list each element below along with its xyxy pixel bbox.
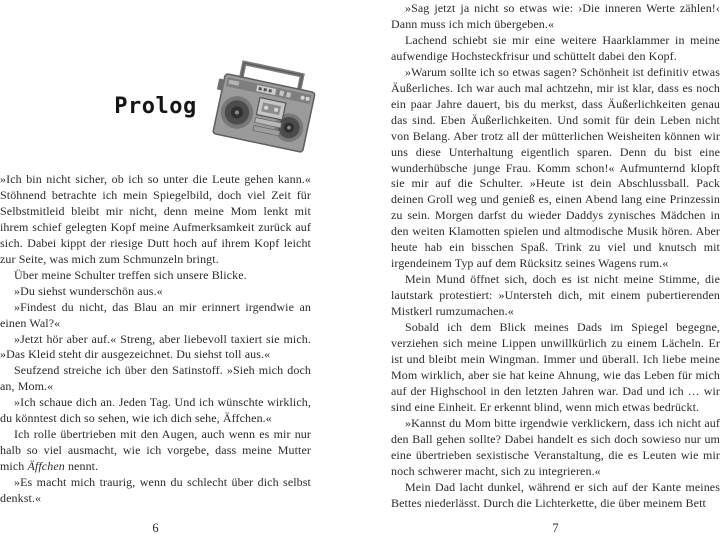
body-text: »Ich bin nicht sicher, ob ich so unter die Leute gehen kann.« Stöhnend betrachte ich mein Spiegelbild, doch viel Zeit für Selbstmitleid bleibt mir nicht, denn meine Mom lenkt mit ihrem schief gelegten Kopf meine Aufmerksamkeit zurück auf sich. Dabei kippt der riesige Dutt hoch auf ihrem Kopf leicht zur Seite, was mich zum Schmunzeln bringt. bbox=[0, 172, 311, 266]
body-text: »Jetzt hör aber auf.« Streng, aber liebevoll taxiert sie mich. »Das Kleid steht dir ausgezeichnet. Du siehst toll aus.« bbox=[0, 331, 311, 362]
body-text: Mein Mund öffnet sich, doch es ist nicht meine Stimme, die lautstark protestiert: »Untersteh dich, mit einem pubertierenden Mistkerl rumzumachen.« bbox=[391, 272, 720, 319]
body-text: Ich rolle übertrieben mit den Augen, auch wenn es mir nur halb so viel ausmacht, wie ich vorgebe, dass meine Mutter mich bbox=[0, 427, 311, 474]
paragraph bbox=[391, 416, 720, 480]
body-text: Mein Dad lacht dunkel, während er sich auf der Kante meines Bettes niederlässt. Durch die Lichterkette, die über meinem Bett bbox=[391, 479, 720, 510]
body-text: Lachend schiebt sie mir eine weitere Haarklammer in meine aufwendige Hochsteckfrisur und schüttelt dabei den Kopf. bbox=[391, 32, 720, 63]
paragraph bbox=[0, 475, 311, 507]
paragraph bbox=[391, 33, 720, 65]
chapter-heading: Prolog bbox=[114, 94, 197, 119]
page-left-text bbox=[0, 172, 311, 507]
paragraph bbox=[391, 65, 720, 272]
paragraph bbox=[0, 395, 311, 427]
body-text: »Findest du nicht, das Blau an mir erinnert irgendwie an einen Wal?« bbox=[0, 299, 311, 330]
body-text: nennt. bbox=[64, 459, 99, 474]
paragraph bbox=[391, 480, 720, 512]
paragraph bbox=[0, 427, 311, 475]
body-text: Sobald ich dem Blick meines Dads im Spiegel begegne, verziehen sich meine Lippen unwillkürlich zu einem Lächeln. Er ist und bleibt mein Wingman. Immer und überall. Ich liebe meine Mom wirklich, aber sie hat keine Ahnung, wie das Leben für mich auf der Highschool in den letzten Jahren war. Dad und ich … wir sind eine Einheit. Er erkennt blind, wenn mich etwas bedrückt. bbox=[391, 320, 720, 414]
body-text: Seufzend streiche ich über den Satinstoff. »Sieh mich doch an, Mom.« bbox=[0, 363, 311, 394]
paragraph bbox=[0, 172, 311, 268]
body-text: »Kannst du Mom bitte irgendwie verklickern, dass ich nicht auf den Ball gehen sollte? Dabei handelt es sich doch sowieso nur um eine übertrieben sexistische Veranstaltung, die es Leuten wie mir noch schwerer macht, sich zu integrieren.« bbox=[391, 415, 720, 478]
body-text: Über meine Schulter treffen sich unsere Blicke. bbox=[14, 267, 247, 282]
paragraph bbox=[0, 300, 311, 332]
paragraph bbox=[391, 1, 720, 33]
paragraph bbox=[0, 332, 311, 364]
boombox-icon bbox=[212, 54, 318, 162]
paragraph bbox=[0, 363, 311, 395]
body-text: »Warum sollte ich so etwas sagen? Schönheit ist definitiv etwas Äußerliches. Ich war auch mal achtzehn, mir ist klar, dass es noch ein paar Jahre dauert, bis du merkst, dass Äußerlichkeiten genau das sind. Eben Äußerlichkeiten. Und somit für dein Leben nicht von Belang. Aber trotz all der mütterlichen Weisheiten können wir uns diese Unterhaltung eigentlich sparen. Denn du bist eine wunderhübsche junge Frau. Komm schon!« Aufmunternd klopft sie mir auf die Schulter. »Heute ist dein Abschlussball. Pack deinen Groll weg und genieß es, einen Abend lang eine Prinzessin zu sein. Morgen darfst du wieder Daddys zynisches Mädchen in den weiten Klamotten spielen und altmodische Musik hören. Aber heute hab ein bisschen Spaß. Trink zu viel und knutsch mit irgendeinem Typ auf dem Rücksitz seines Wagens rum.« bbox=[391, 64, 720, 271]
body-text: »Sag jetzt ja nicht so etwas wie: ›Die inneren Werte zählen!‹ Dann muss ich mich übergeben.« bbox=[391, 1, 720, 31]
body-text: »Ich schaue dich an. Jeden Tag. Und ich wünschte wirklich, du könntest dich so sehen, wie ich dich sehe, Äffchen.« bbox=[0, 395, 311, 426]
body-text: »Es macht mich traurig, wenn du schlecht über dich selbst denkst.« bbox=[0, 475, 311, 506]
italic-text: Äffchen bbox=[27, 459, 65, 474]
boombox-illustration bbox=[212, 54, 318, 162]
paragraph bbox=[0, 268, 311, 284]
paragraph bbox=[391, 320, 720, 416]
page-number-left: 6 bbox=[152, 521, 159, 535]
page-number-right: 7 bbox=[552, 521, 559, 535]
paragraph bbox=[391, 272, 720, 320]
page-right-text bbox=[391, 1, 720, 512]
body-text: »Du siehst wunderschön aus.« bbox=[14, 283, 163, 298]
paragraph bbox=[0, 284, 311, 300]
